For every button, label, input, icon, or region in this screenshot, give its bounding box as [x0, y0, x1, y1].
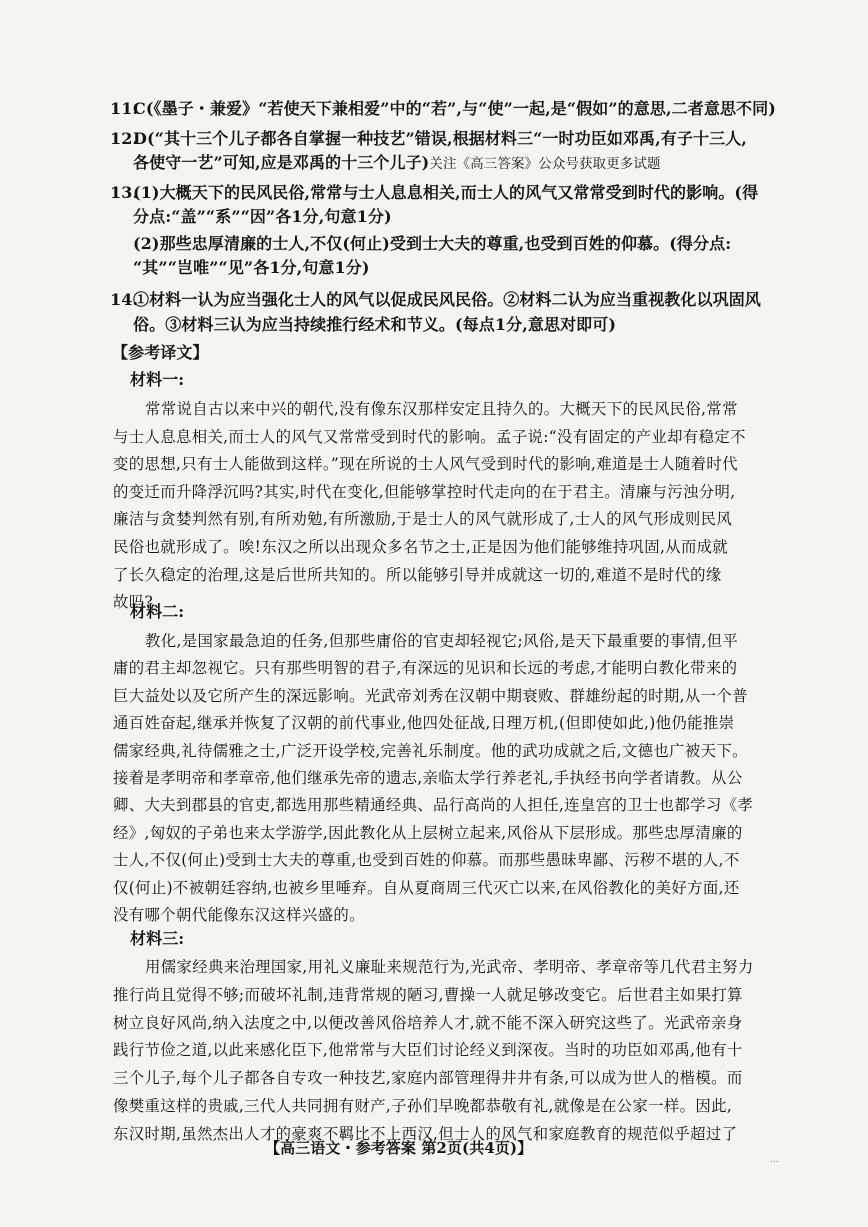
answer-line: 各使守一艺”可知,应是邓禹的十三个儿子)关注《高三答案》公众号获取更多试题: [133, 153, 661, 172]
answer-line: (1)大概天下的民风民俗,常常与士人息息相关,而士人的风气又常常受到时代的影响。(得: [133, 183, 759, 202]
material-line: 三个儿子,每个儿子都各自专攻一种技艺,家庭内部管理得井井有条,可以成为世人的楷模。而: [113, 1069, 743, 1087]
material-title: 材料三:: [130, 929, 185, 948]
answer-line: “其”“岂唯”“见”各1分,句意1分): [133, 258, 370, 277]
material-line: 树立良好风尚,纳入法度之中,以便改善风俗培养人才,就不能不深入研究这些了。光武帝亲身: [113, 1014, 743, 1032]
material-line: 变的思想,只有士人能做到这样。”现在所说的士人风气受到时代的影响,难道是士人随着时代: [113, 455, 738, 473]
material-line: 通百姓奋起,继承并恢复了汉朝的前代事业,他四处征战,日理万机,(但即使如此,)他仍能推崇: [113, 714, 735, 732]
corner-mark: ...: [770, 1155, 779, 1165]
material-line: 儒家经典,礼待儒雅之士,广泛开设学校,完善礼乐制度。他的武功成就之后,文德也广被天下。: [113, 742, 748, 760]
material-line: 故吗?: [113, 593, 154, 611]
material-title: 材料二:: [130, 602, 185, 621]
material-line: 巨大益处以及它所产生的深远影响。光武帝刘秀在汉朝中期衰败、群雄纷起的时期,从一个普: [113, 687, 748, 705]
material-line: 推行尚且觉得不够;而破坏礼制,违背常规的陋习,曹操一人就足够改变它。后世君主如果打算: [113, 986, 743, 1004]
answer-number: 12.: [110, 129, 139, 148]
material-line: 用儒家经典来治理国家,用礼义廉耻来规范行为,光武帝、孝明帝、孝章帝等几代君主努力: [145, 958, 754, 976]
material-line: 廉洁与贪婪判然有别,有所劝勉,有所激励,于是士人的风气就形成了,士人的风气形成则民风: [113, 510, 733, 528]
material-line: 践行节俭之道,以此来感化臣下,他常常与大臣们讨论经义到深夜。当时的功臣如邓禹,他有十: [113, 1041, 743, 1059]
material-line: 经》,匈奴的子弟也来太学游学,因此教化从上层树立起来,风俗从下层形成。那些忠厚清廉的: [113, 824, 743, 842]
material-line: 东汉时期,虽然杰出人才的豪爽不羁比不上西汉,但士人的风气和家庭教育的规范似乎超过了: [113, 1125, 738, 1143]
answer-line: (2)那些忠厚清廉的士人,不仅(何止)受到士大夫的尊重,也受到百姓的仰慕。(得分点:: [133, 234, 732, 253]
material-line: 教化,是国家最急迫的任务,但那些庸俗的官吏却轻视它;风俗,是天下最重要的事情,但平: [145, 632, 739, 650]
material-line: 的变迁而升降浮沉吗?其实,时代在变化,但能够掌控时代走向的在于君主。清廉与污浊分明,: [113, 483, 736, 501]
material-line: 士人,不仅(何止)受到士大夫的尊重,也受到百姓的仰慕。而那些愚昧卑鄙、污秽不堪的人,不: [113, 851, 740, 869]
answer-line: C(《墨子・兼爱》“若使天下兼相爱”中的“若”,与“使”一起,是“假如”的意思,二者意思不同): [133, 99, 776, 118]
material-line: 常常说自古以来中兴的朝代,没有像东汉那样安定且持久的。大概天下的民风民俗,常常: [145, 400, 738, 418]
material-line: 仅(何止)不被朝廷容纳,也被乡里唾弃。自从夏商周三代灭亡以来,在风俗教化的美好方面,还: [113, 879, 740, 897]
answer-number: 13.: [110, 183, 139, 202]
material-line: 像樊重这样的贵戚,三代人共同拥有财产,子孙们早晚都恭敬有礼,就像是在公家一样。因此,: [113, 1097, 733, 1115]
material-line: 卿、大夫到郡县的官吏,都选用那些精通经典、品行高尚的人担任,连皇宫的卫士也都学习《孝: [113, 796, 754, 814]
answer-line: D(“其十三个儿子都各自掌握一种技艺”错误,根据材料三“一时功臣如邓禹,有子十三人,: [133, 129, 747, 148]
material-line: 没有哪个朝代能像东汉这样兴盛的。: [113, 906, 365, 924]
answer-line: ①材料一认为应当强化士人的风气以促成民风民俗。②材料二认为应当重视教化以巩固风: [133, 290, 761, 309]
answer-number: 14.: [110, 290, 139, 309]
promo-note: 关注《高三答案》公众号获取更多试题: [429, 156, 661, 172]
answer-line: 分点:“盖”“系”“因”各1分,句意1分): [133, 207, 392, 226]
material-title: 材料一:: [130, 370, 185, 389]
material-line: 接着是孝明帝和孝章帝,他们继承先帝的遗志,亲临太学行养老礼,手执经书向学者请教。从公: [113, 769, 743, 787]
material-line: 与士人息息相关,而士人的风气又常常受到时代的影响。孟子说:“没有固定的产业却有稳定不: [113, 428, 746, 446]
material-line: 民俗也就形成了。唉!东汉之所以出现众多名节之士,正是因为他们能够维持巩固,从而成就: [113, 538, 729, 556]
answer-line: 俗。③材料三认为应当持续推行经术和节义。(每点1分,意思对即可): [133, 315, 617, 334]
page-footer: 【高三语文・参考答案 第2页(共4页)】: [265, 1139, 533, 1157]
material-line: 庸的君主却忽视它。只有那些明智的君子,有深远的见识和长远的考虑,才能明白教化带来的: [113, 659, 738, 677]
translation-heading: 【参考译文】: [112, 343, 209, 362]
material-line: 了长久稳定的治理,这是后世所共知的。所以能够引导并成就这一切的,难道不是时代的缘: [113, 566, 722, 584]
answer-number: 11.: [110, 99, 139, 118]
